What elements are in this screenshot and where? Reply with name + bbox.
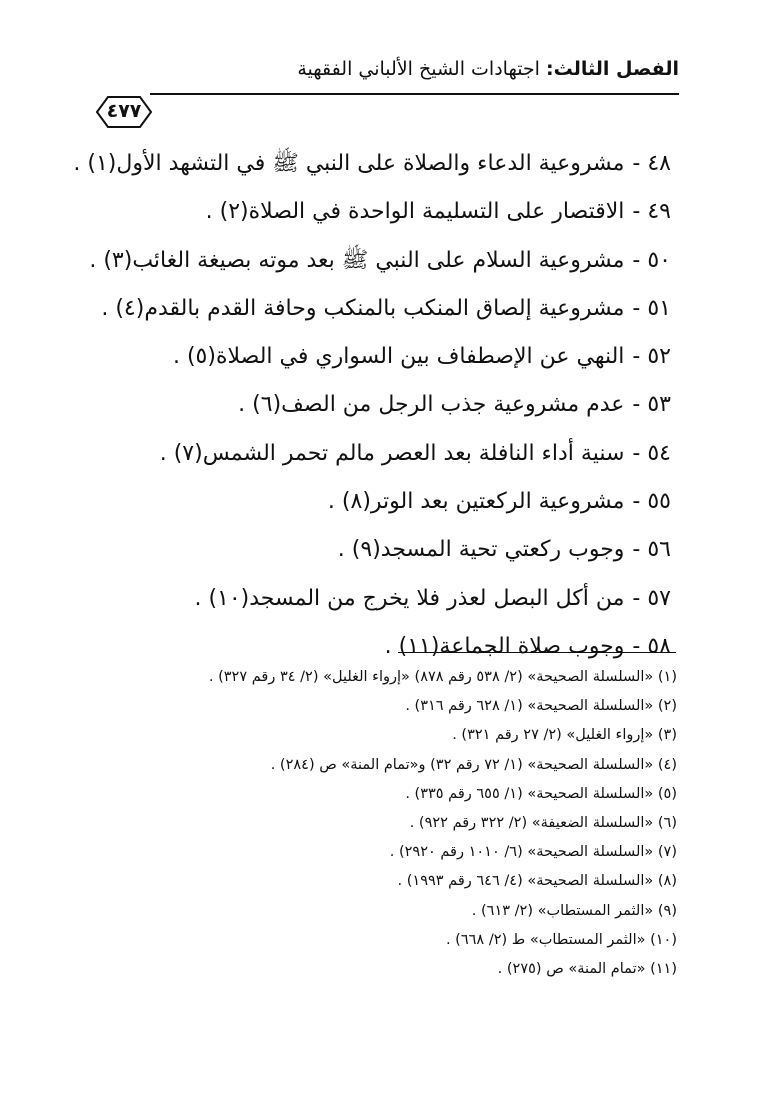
item-text: مشروعية الدعاء والصلاة على النبي ﷺ في التشهد الأول(١) . <box>73 151 625 176</box>
item-text: مشروعية إلصاق المنكب بالمنكب وحافة القدم بالقدم(٤) . <box>101 295 625 321</box>
page-number: ٤٧٧ <box>106 100 142 122</box>
rulings-list <box>71 140 671 671</box>
item-number: ٥٧ - <box>632 585 671 611</box>
item-number: ٥٤ - <box>632 440 671 466</box>
item-number: ٥٦ - <box>632 537 671 563</box>
footnote: (٢) «السلسلة الصحيحة» (١/ ٦٢٨ رقم ٣١٦) . <box>405 698 677 715</box>
footnote: (٨) «السلسلة الصحيحة» (٤/ ٦٤٦ رقم ١٩٩٣) . <box>397 873 677 890</box>
item-number: ٤٩ - <box>632 199 671 225</box>
item-number: ٥١ - <box>632 295 671 321</box>
chapter-title: اجتهادات الشيخ الألباني الفقهية <box>297 58 546 80</box>
list-item <box>71 333 671 381</box>
item-number: ٤٨ - <box>632 151 671 176</box>
item-text: من أكل البصل لعذر فلا يخرج من المسجد(١٠) . <box>194 585 625 611</box>
footnote: (٦) «السلسلة الضعيفة» (٢/ ٣٢٢ رقم ٩٢٢) . <box>409 814 677 831</box>
item-text: الاقتصار على التسليمة الواحدة في الصلاة(٢) . <box>205 199 625 225</box>
chapter-label: الفصل الثالث: <box>546 58 679 80</box>
item-number: ٥٥ - <box>632 489 671 515</box>
item-text: النهي عن الإصطفاف بين السواري في الصلاة(٥) . <box>172 344 625 370</box>
running-header <box>297 58 679 80</box>
footnotes <box>77 663 677 984</box>
list-item <box>71 478 671 526</box>
list-item <box>71 285 671 333</box>
list-item <box>71 526 671 574</box>
footnote-rule <box>398 652 676 653</box>
item-text: عدم مشروعية جذب الرجل من الصف(٦) . <box>238 392 625 418</box>
footnote: (٥) «السلسلة الصحيحة» (١/ ٦٥٥ رقم ٣٣٥) . <box>405 785 677 802</box>
item-text: سنية أداء النافلة بعد العصر مالم تحمر الشمس(٧) . <box>159 440 625 466</box>
item-text: وجوب ركعتي تحية المسجد(٩) . <box>337 537 625 563</box>
list-item <box>71 237 671 285</box>
list-item <box>71 430 671 478</box>
footnote: (٣) «إرواء الغليل» (٢/ ٢٧ رقم ٣٢١) . <box>452 727 677 744</box>
item-text: وجوب صلاة الجماعة(١١) . <box>384 633 625 659</box>
footnote: (٩) «الثمر المستطاب» (٢/ ٦١٣) . <box>471 902 677 919</box>
list-item <box>71 381 671 429</box>
footnote: (١) «السلسلة الصحيحة» (٢/ ٥٣٨ رقم ٨٧٨) «إرواء الغليل» (٢/ ٣٤ رقم ٣٢٧) . <box>208 669 677 685</box>
page-number-badge <box>96 96 152 128</box>
list-item <box>71 140 671 188</box>
footnote: (١٠) «الثمر المستطاب» ط (٢/ ٦٦٨) . <box>445 931 677 948</box>
item-number: ٥٠ - <box>632 247 671 273</box>
list-item <box>71 575 671 623</box>
list-item <box>71 188 671 236</box>
item-number: ٥٢ - <box>632 344 671 370</box>
header-rule <box>150 93 679 95</box>
footnote: (٧) «السلسلة الصحيحة» (٦/ ١٠١٠ رقم ٢٩٢٠) . <box>389 844 677 861</box>
item-text: مشروعية الركعتين بعد الوتر(٨) . <box>327 489 625 515</box>
item-number: ٥٣ - <box>632 392 671 418</box>
footnote: (٤) «السلسلة الصحيحة» (١/ ٧٢ رقم ٣٢) و«تمام المنة» ص (٢٨٤) . <box>270 756 677 773</box>
item-number: ٥٨ - <box>632 633 671 659</box>
item-text: مشروعية السلام على النبي ﷺ بعد موته بصيغة الغائب(٣) . <box>89 247 625 273</box>
footnote: (١١) «تمام المنة» ص (٢٧٥) . <box>497 960 677 977</box>
